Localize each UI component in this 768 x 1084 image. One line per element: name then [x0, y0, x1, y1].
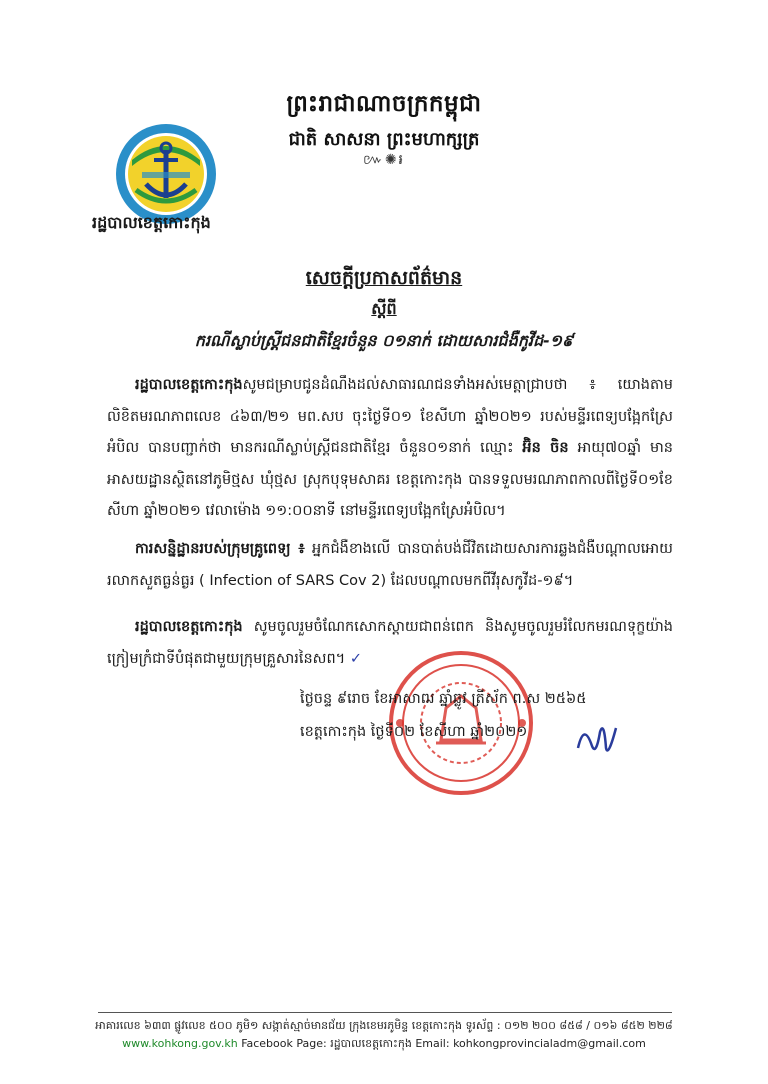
paragraph-text-continued: អាយុ៧០ឆ្នាំ មានអាសយដ្ឋានស្ថិតនៅភូមិថ្មស ឃុំថ្មស ស្រុកបុទុមសាគរ ខេត្តកោះកុង បានទទួលមរណភាពកាលពីថ្ងៃទី០១ខែសីហា ឆ្នាំ២០២១ វេលាម៉ោង ១១:០០នាទី នៅមន្ទីរពេទ្យបង្អែកស្រែអំបិល។ — [107, 440, 673, 519]
website-link[interactable]: www.kohkong.gov.kh — [122, 1037, 238, 1050]
paragraph-lead: ការសន្និដ្ឋានរបស់ក្រុមគ្រូពេទ្យ ៖ — [135, 541, 305, 557]
paragraph-text: សូមជម្រាបជូនដំណឹងដល់សាធារណជនទាំងអស់មេត្តាជ្រាបថា ៖ យោងតាមលិខិតមរណភាពលេខ ៤៦៣/២១ មព.សប ចុះថ្ងៃទី០១ ខែសីហា ឆ្នាំ២០២១ របស់មន្ទីរពេទ្យបង្អែកស្រែអំបិល បានបញ្ជាក់ថា មានករណីស្លាប់ស្រ្តីជនជាតិខ្មែរ ចំនួន០១នាក់ ឈ្មោះ — [107, 377, 673, 456]
document-title: សេចក្ដីប្រកាសព័ត៌មាន — [305, 267, 463, 289]
national-motto: ជាតិ សាសនា ព្រះមហាក្សត្រ — [288, 129, 480, 150]
footer-address: អាគារលេខ ៦៣៣ ផ្លូវលេខ ៥០០ ភូមិ១ សង្កាត់ស្មាច់មានជ័យ ក្រុងខេមរភូមិន្ទ ខេត្តកោះកុង ទូរស័ព្ទ : ០១២ ២០០ ៨៥៨ / ០១៦ ៨៥២ ២២៨ — [95, 1019, 673, 1032]
paragraph-lead: រដ្ឋបាលខេត្តកោះកុង — [135, 619, 243, 635]
paragraph-announcement — [107, 370, 673, 528]
facebook-page: Facebook Page: រដ្ឋបាលខេត្តកោះកុង — [241, 1037, 412, 1050]
document-concerning: ស្ដីពី — [371, 299, 397, 318]
deceased-name: អ៊ិន ចិន — [522, 440, 569, 456]
signature-icon — [572, 718, 622, 760]
document-subject: ករណីស្លាប់ស្រ្តីជនជាតិខ្មែរចំនួន ០១នាក់ ដោយសារជំងឺកូវីដ-១៩ — [194, 331, 574, 350]
paragraph-text: អ្នកជំងឺខាងលើ បានបាត់បង់ជីវិតដោយសារការឆ្លងជំងឺបណ្ដាលអោយរលាកសួតធ្ងន់ធ្ងរ ( Infection of SARS Cov 2) ដែលបណ្ដាលមកពីវីរុសកូវីដ-១៩។ — [107, 541, 673, 589]
kingdom-heading: ព្រះរាជាណាចក្រកម្ពុជា — [286, 91, 482, 117]
email-address[interactable]: Email: kohkongprovincialadm@gmail.com — [415, 1037, 646, 1050]
footer-divider — [98, 1012, 672, 1013]
solar-date: ខេត្តកោះកុង ថ្ងៃទី០២ ខែសីហា ឆ្នាំ២០២១ — [300, 724, 528, 740]
footer-contact — [0, 1037, 768, 1053]
ornament-divider: ៚✺៛ — [363, 152, 405, 168]
paragraph-lead: រដ្ឋបាលខេត្តកោះកុង — [135, 377, 243, 393]
checkmark-icon: ✓ — [349, 650, 363, 667]
issuing-authority: រដ្ឋបាលខេត្តកោះកុង — [92, 213, 211, 232]
paragraph-medical-conclusion — [107, 534, 673, 597]
lunar-date: ថ្ងៃចន្ទ ៩រោច ខែអាសាឍ ឆ្នាំឆ្លូវ ត្រីស័ក ព.ស ២៥៦៥ — [300, 691, 587, 707]
paragraph-text: សូមចូលរួមចំណែកសោកស្ដាយជាពន់ពេក និងសូមចូលរួមរំលែកមរណទុក្ខយ៉ាងក្រៀមក្រំជាទីបំផុតជាមួយក្រុមគ្រួសារនៃសព។ — [107, 619, 673, 667]
